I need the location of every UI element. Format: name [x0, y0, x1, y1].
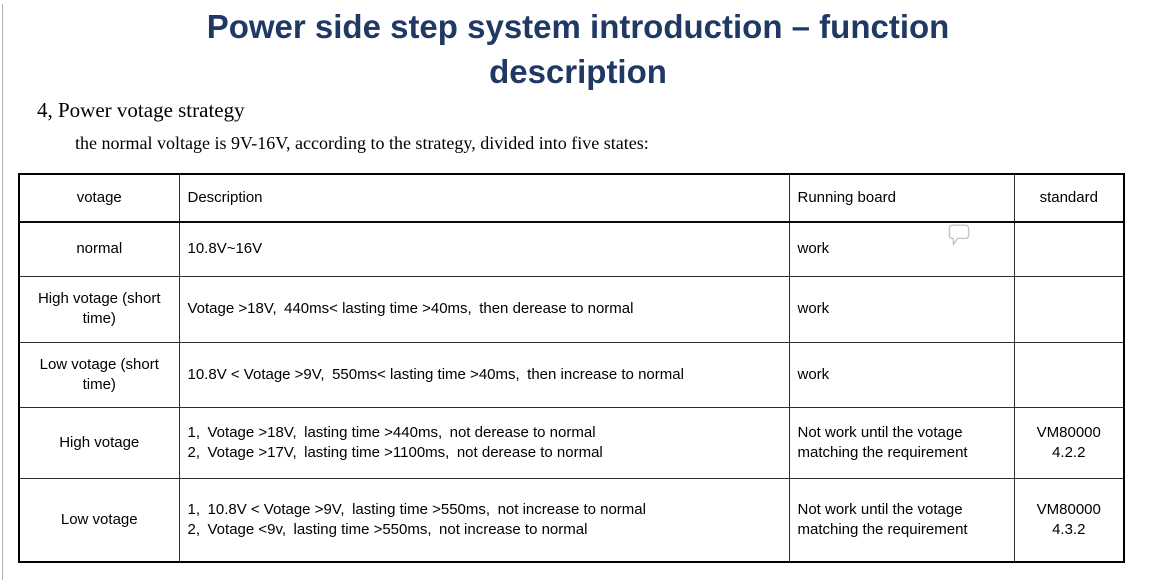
table-row — [19, 407, 1124, 478]
table-row — [19, 276, 1124, 342]
cell-standard — [1014, 276, 1124, 342]
cell-description — [179, 222, 789, 276]
description-line: Votage >18V, 440ms< lasting time >40ms, then derease to normal — [187, 300, 634, 317]
standard-line: 4.2.2 — [1052, 443, 1086, 461]
cell-votage: normal — [19, 222, 179, 276]
standard-line: VM80000 — [1036, 500, 1101, 518]
standard-line: VM80000 — [1036, 423, 1101, 441]
column-header-description: Description — [179, 174, 789, 222]
cell-standard — [1014, 342, 1124, 407]
description-line: 2, Votage <9v, lasting time >550ms, not increase to normal — [187, 520, 588, 538]
description-line: 2, Votage >17V, lasting time >1100ms, not derease to normal — [187, 443, 603, 461]
cell-votage: High votage (short time) — [19, 276, 179, 342]
cell-running-board — [789, 342, 1014, 407]
section-heading: 4, Power votage strategy — [37, 98, 245, 122]
description-line: 10.8V < Votage >9V, 550ms< lasting time >40ms, then increase to normal — [187, 365, 684, 383]
cell-votage: High votage — [19, 407, 179, 478]
cell-standard — [1014, 478, 1124, 562]
cell-description — [179, 342, 789, 407]
page-title-line1: Power side step system introduction – function — [206, 8, 950, 45]
description-line: 10.8V~16V — [187, 240, 263, 258]
table-row — [19, 222, 1124, 276]
standard-line: 4.3.2 — [1052, 520, 1086, 538]
running-board-text: work — [797, 300, 830, 317]
page-title-line2: description — [489, 53, 667, 90]
running-board-text: Not work until the votage matching the requirement — [797, 423, 968, 461]
cell-running-board — [789, 222, 1014, 276]
cell-description — [179, 276, 789, 342]
table-row — [19, 342, 1124, 407]
cell-running-board — [789, 478, 1014, 562]
column-header-votage: votage — [19, 174, 179, 222]
comment-bubble-icon[interactable] — [948, 224, 970, 247]
cell-standard — [1014, 407, 1124, 478]
page-left-border — [2, 4, 3, 580]
running-board-text: Not work until the votage matching the requirement — [797, 500, 968, 538]
cell-votage: Low votage (short time) — [19, 342, 179, 407]
column-header-standard: standard — [1014, 174, 1124, 222]
cell-standard — [1014, 222, 1124, 276]
cell-running-board — [789, 407, 1014, 478]
cell-description — [179, 478, 789, 562]
cell-description — [179, 407, 789, 478]
voltage-strategy-table — [18, 173, 1125, 563]
page-title — [0, 4, 1156, 94]
table-row — [19, 478, 1124, 562]
running-board-text: work — [797, 240, 830, 258]
description-line: 1, 10.8V < Votage >9V, lasting time >550ms, not increase to normal — [187, 500, 646, 518]
intro-text: the normal voltage is 9V-16V, according to the strategy, divided into five states: — [75, 133, 649, 153]
cell-running-board — [789, 276, 1014, 342]
table-header-row — [19, 174, 1124, 222]
running-board-text: work — [797, 365, 830, 383]
cell-votage: Low votage — [19, 478, 179, 562]
description-line: 1, Votage >18V, lasting time >440ms, not derease to normal — [187, 423, 596, 441]
column-header-running-board: Running board — [789, 174, 1014, 222]
